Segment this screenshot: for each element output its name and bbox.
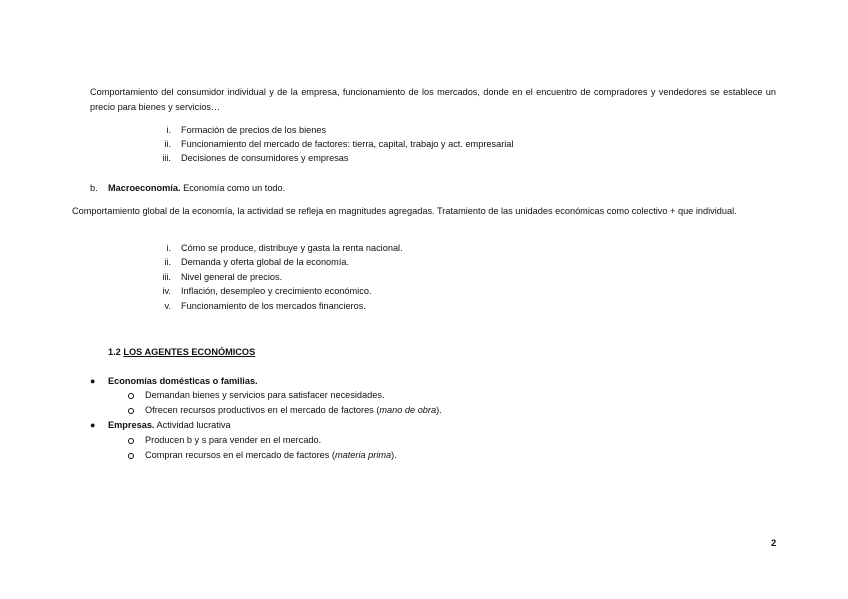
- section-title: LOS AGENTES ECONÓMICOS: [123, 347, 256, 357]
- households-sub1: Demandan bienes y servicios para satisfacer necesidades.: [145, 390, 385, 400]
- section-heading: [108, 345, 255, 359]
- circle-bullet-icon: [128, 438, 134, 444]
- macro-item-text: Cómo se produce, distribuye y gasta la renta nacional.: [181, 243, 403, 253]
- firms-title: Empresas.: [108, 420, 155, 430]
- micro-item-num: i.: [166, 125, 171, 135]
- micro-item-num: iii.: [162, 153, 171, 163]
- macro-item-num: iii.: [162, 272, 171, 282]
- households-sub2: [145, 403, 442, 417]
- bullet-icon: ●: [90, 420, 96, 430]
- macro-item-num: ii.: [164, 257, 171, 267]
- micro-item-num: ii.: [164, 139, 171, 149]
- firms-title-rest: Actividad lucrativa: [156, 420, 231, 430]
- micro-item-text: Formación de precios de los bienes: [181, 125, 327, 135]
- households-sub2-pre: Ofrecen recursos productivos en el mercado de factores (: [145, 405, 380, 415]
- firms-sub2: [145, 448, 397, 462]
- macro-item-text: Funcionamiento de los mercados financieros.: [181, 301, 366, 311]
- circle-bullet-icon: [128, 393, 134, 399]
- macro-subtitle: Economía como un todo.: [183, 183, 286, 193]
- macro-item-num: i.: [166, 243, 171, 253]
- macro-item-text: Nivel general de precios.: [181, 272, 283, 282]
- page-number: 2: [771, 538, 777, 549]
- firms-sub2-post: ).: [391, 450, 397, 460]
- firms-heading: [108, 418, 231, 432]
- micro-paragraph: Comportamiento del consumidor individual y de la empresa, funcionamiento de los mercados, donde en el encuentro de compradores y vendedores se establece un precio para bienes y servicios…: [90, 87, 776, 112]
- circle-bullet-icon: [128, 408, 134, 414]
- macro-item-text: Inflación, desempleo y crecimiento económico.: [181, 286, 372, 296]
- macro-paragraph: Comportamiento global de la economía, la actividad se refleja en magnitudes agregadas. Tratamiento de las unidades económicas como colectivo + que individual.: [72, 206, 737, 216]
- macro-title: Macroeconomía.: [108, 183, 181, 193]
- micro-item-text: Funcionamiento del mercado de factores: tierra, capital, trabajo y act. empresarial: [181, 139, 514, 149]
- circle-bullet-icon: [128, 453, 134, 459]
- bullet-icon: ●: [90, 376, 96, 386]
- macro-item-num: iv.: [162, 286, 171, 296]
- households-sub2-em: mano de obra: [379, 405, 437, 415]
- households-title: Economías domésticas o familias.: [108, 376, 258, 386]
- macro-letter: b.: [90, 183, 98, 193]
- households-sub2-post: ).: [436, 405, 442, 415]
- micro-item-text: Decisiones de consumidores y empresas: [181, 153, 349, 163]
- firms-sub2-em: materia prima: [334, 450, 392, 460]
- firms-sub2-pre: Compran recursos en el mercado de factores (: [145, 450, 335, 460]
- macro-item-text: Demanda y oferta global de la economía.: [181, 257, 350, 267]
- section-number: 1.2: [108, 347, 121, 357]
- macro-item-num: v.: [164, 301, 171, 311]
- firms-sub1: Producen b y s para vender en el mercado.: [145, 435, 322, 445]
- macro-heading: [108, 181, 285, 195]
